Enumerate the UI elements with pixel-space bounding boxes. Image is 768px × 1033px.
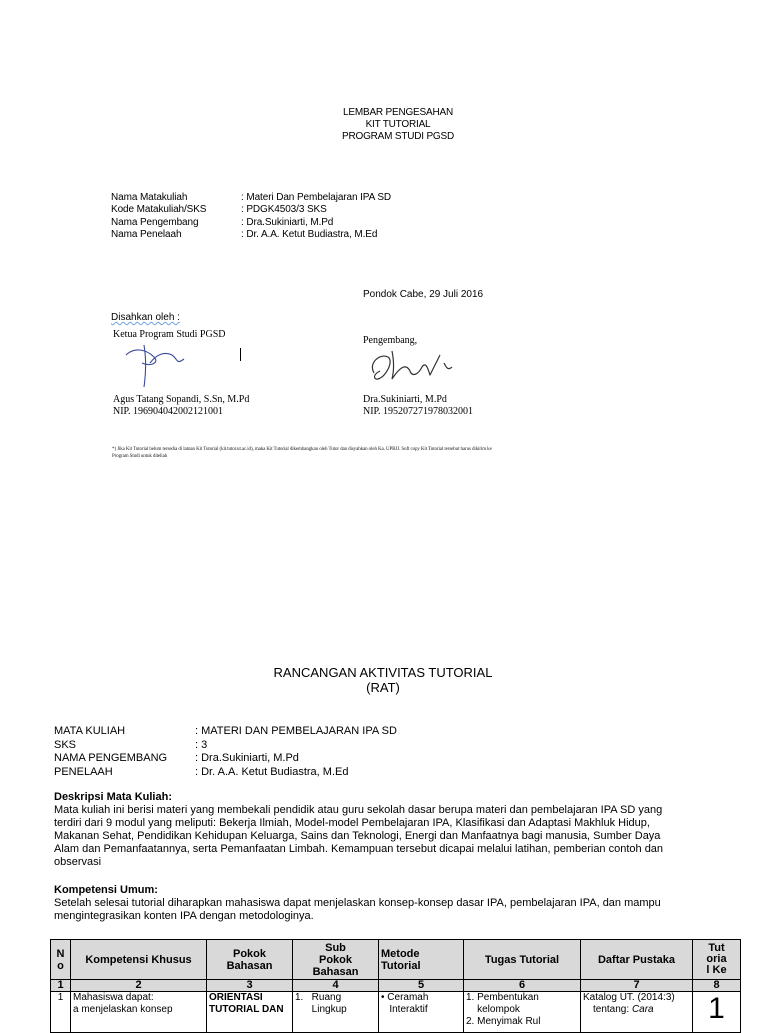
column-number: 3 [207,980,293,992]
column-number: 8 [693,980,741,992]
field-value: : Materi Dan Pembelajaran IPA SD [241,192,392,203]
ratified-by-label: Disahkan oleh : [111,312,180,323]
field-label: SKS [54,738,77,751]
cell-metode: • Ceramah Interaktif [379,992,464,1033]
cell-no: 1 [51,992,71,1033]
ratified-by [111,312,180,323]
column-number: 2 [71,980,207,992]
left-signatory [113,394,249,418]
field-value: : Dr. A.A. Ketut Budiastra, M.Ed [195,765,349,778]
field-label: MATA KULIAH [54,725,126,737]
pustaka-line: Katalog UT. (2014:3) [583,992,675,1003]
table-row [51,992,741,1033]
field-row [111,192,531,204]
field-value: : PDGK4503/3 SKS [241,204,327,216]
field-row [54,766,554,780]
description-heading: Deskripsi Mata Kuliah: [54,791,172,803]
description-text [54,804,754,869]
rat-subtitle: (RAT) [366,680,400,695]
table-number-row [51,980,741,992]
column-number: 7 [581,980,693,992]
field-value: : Dra.Sukiniarti, M.Pd [195,752,299,764]
field-value: : MATERI DAN PEMBELAJARAN IPA SD [195,725,397,737]
description-line: Alam dan Pemanfaatannya, serta Pemanfaatan Limbah. Kemampuan tersebut dicapai melalui latihan, pemberian contoh dan [54,843,664,855]
header-pokok: Pokok Bahasan [207,940,293,980]
approval-fields [111,192,531,242]
column-number: 6 [464,980,581,992]
pustaka-word: tentang: [593,1004,630,1015]
competency-line: Setelah selesai tutorial diharapkan mahasiswa dapat menjelaskan konsep-konsep dasar IPA, pembelajaran IPA, dan mampu [54,897,661,909]
pustaka-line [583,1004,690,1016]
field-row [54,725,554,739]
field-value: : Dra.Sukiniarti, M.Pd [241,216,334,228]
field-label: Kode Matakuliah/SKS [111,204,207,216]
approval-title [0,107,768,143]
header-pustaka: Daftar Pustaka [581,940,693,980]
approval-title-line: LEMBAR PENGESAHAN [343,107,453,118]
field-row [111,229,531,241]
competency-line: mengintegrasikan konten IPA dengan metodologinya. [54,910,314,922]
left-role: Ketua Program Studi PGSD [113,329,226,340]
field-row [111,204,531,216]
cell-tutorial-ke: 1 [693,992,741,1033]
left-nip: NIP. 196904042002121001 [113,406,224,417]
field-label: Nama Matakuliah [111,192,188,203]
approval-title-line: PROGRAM STUDI PGSD [342,131,454,142]
cell-sub: 1. Ruang Lingkup [293,992,379,1033]
right-nip: NIP. 195207271978032001 [363,406,474,417]
cell-tugas: 1. Pembentukan kelompok 2. Menyimak Rul [464,992,581,1033]
right-role: Pengembang, [363,335,418,346]
header-tutorial-ke: Tut oria l Ke [693,940,741,980]
rat-fields [54,725,554,779]
description-line: Makanan Sehat, Pendidikan Kehidupan Keluarga, Sains dan Teknologi, Energi dan Manfaatnya bagi manusia, Sumber Daya [54,830,661,842]
description-line: observasi [54,856,102,868]
description-line: terdiri dari 9 modul yang meliputi: Bekerja Ilmiah, Model-model Pembelajaran IPA, Klasifikasi dan Adaptasi Makhluk Hidup, [54,817,650,829]
cell-pustaka [581,992,693,1033]
text-cursor [240,348,241,361]
right-signatory [363,394,473,418]
field-label: Nama Pengembang [111,216,199,228]
rat-title: RANCANGAN AKTIVITAS TUTORIAL [273,665,493,680]
footnote-line: Program Studi untuk diteliah [112,454,168,459]
place-date: Pondok Cabe, 29 Juli 2016 [363,289,484,300]
field-row [54,739,554,753]
right-signature [366,345,466,387]
rat-table [50,939,741,1033]
header-tugas: Tugas Tutorial [464,940,581,980]
left-signature [120,343,190,389]
column-number: 1 [51,980,71,992]
footnote-line: *) Jika Kit Tutorial belum tersedia di laman Kit Tutorial (kit.tutor.ut.ac.id), maka Kit Tutorial dikembangkan oleh Tutor dan disyahkan oleh Ka. UPBJJ. Soft copy Kit Tutorial tersebut harus dikirim ke [112,447,492,452]
footnote [112,446,672,460]
field-value: : 3 [195,738,208,751]
field-label: Nama Penelaah [111,228,182,240]
cell-pokok: ORIENTASI TUTORIAL DAN [207,992,293,1033]
field-row [54,752,554,766]
left-name: Agus Tatang Sopandi, S.Sn, M.Pd [113,394,250,405]
pustaka-word: Cara [631,1004,654,1015]
column-number: 5 [379,980,464,992]
header-no: N o [51,940,71,980]
field-label: PENELAAH [54,765,113,778]
description-line: Mata kuliah ini berisi materi yang membekali pendidik atau guru sekolah dasar berupa materi dan pembelajaran IPA SD yang [54,804,663,816]
header-metode: Metode Tutorial [379,940,464,980]
rat-heading [0,665,766,695]
column-number: 4 [293,980,379,992]
cell-kompetensi: Mahasiswa dapat: a menjelaskan konsep [71,992,207,1033]
field-label: NAMA PENGEMBANG [54,752,168,764]
field-row [111,217,531,229]
right-name: Dra.Sukiniarti, M.Pd [363,394,447,405]
table-header-row [51,940,741,980]
competency-text [54,897,754,923]
header-kompetensi: Kompetensi Khusus [71,940,207,980]
competency-heading: Kompetensi Umum: [54,884,158,896]
field-value: : Dr. A.A. Ketut Budiastra, M.Ed [241,228,378,240]
header-sub: Sub Pokok Bahasan [293,940,379,980]
approval-title-line: KIT TUTORIAL [365,119,431,130]
